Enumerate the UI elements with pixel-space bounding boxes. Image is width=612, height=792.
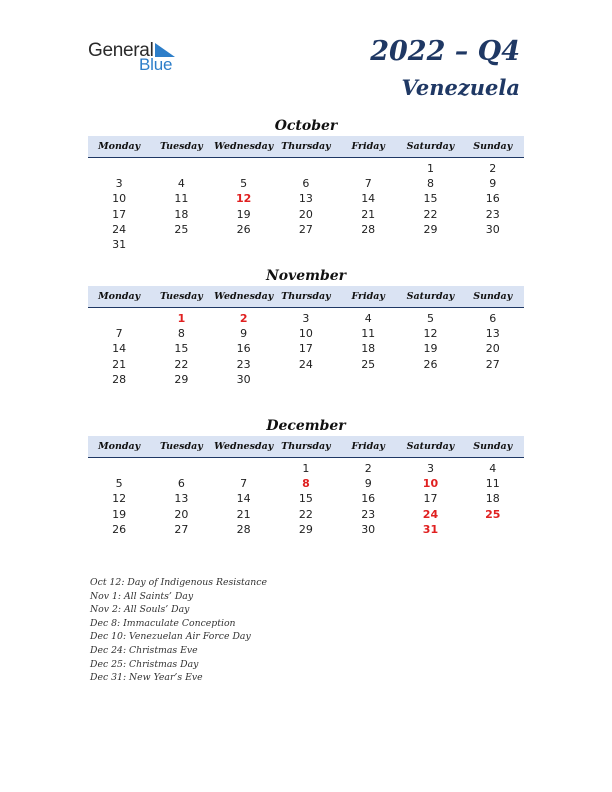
- day-cell: 24: [422, 507, 439, 521]
- holiday-note: Dec 10: Venezuelan Air Force Day: [90, 631, 251, 643]
- day-cell: 14: [361, 192, 376, 206]
- weekday-label: Saturday: [406, 291, 455, 302]
- day-cell: 19: [236, 207, 251, 221]
- page-title: 2022 – Q4: [370, 36, 520, 67]
- day-cell: 19: [423, 342, 438, 356]
- holiday-note: Dec 8: Immaculate Conception: [90, 617, 236, 629]
- day-cell: 25: [361, 357, 376, 371]
- weekday-label: Friday: [351, 141, 385, 152]
- day-cell: 11: [174, 192, 189, 206]
- day-cell: 20: [174, 507, 189, 521]
- weekday-label: Tuesday: [159, 141, 203, 152]
- weekday-label: Friday: [351, 441, 385, 452]
- empty-cell: [150, 237, 212, 252]
- day-cell: 26: [236, 222, 251, 236]
- empty-cell: [275, 372, 337, 387]
- holiday-note: Dec 24: Christmas Eve: [90, 644, 198, 656]
- day-cell: 4: [177, 177, 185, 191]
- empty-cell: [399, 237, 461, 252]
- holiday-note: Oct 12: Day of Indigenous Resistance: [90, 577, 267, 588]
- empty-cell: [213, 161, 275, 176]
- empty-cell: [88, 311, 150, 326]
- day-cell: 7: [364, 177, 372, 191]
- weekday-label: Wednesday: [214, 141, 274, 152]
- day-cell: 25: [174, 222, 189, 236]
- empty-cell: [337, 372, 399, 387]
- empty-cell: [88, 161, 150, 176]
- empty-cell: [88, 461, 150, 476]
- empty-cell: [150, 461, 212, 476]
- day-cell: 5: [426, 312, 434, 325]
- logo-word-blue: Blue: [139, 55, 173, 74]
- day-cell: 13: [174, 492, 189, 506]
- day-cell: 18: [361, 342, 376, 356]
- day-cell: 10: [112, 192, 127, 206]
- day-cell: 14: [112, 342, 127, 356]
- day-cell: 8: [426, 177, 434, 191]
- weekday-label: Monday: [98, 141, 141, 152]
- day-grid: [88, 461, 524, 537]
- holiday-note: Nov 2: All Souls’ Day: [90, 604, 190, 616]
- logo-word-general: General: [88, 40, 154, 61]
- weekday-label: Thursday: [281, 441, 331, 452]
- weekday-label: Sunday: [473, 441, 513, 452]
- month-name: December: [266, 418, 346, 434]
- day-cell: 27: [298, 222, 313, 236]
- day-cell: 29: [423, 222, 438, 236]
- day-cell: 17: [112, 207, 127, 221]
- month-name: November: [265, 268, 347, 284]
- weekday-label: Saturday: [406, 141, 455, 152]
- day-cell: 14: [236, 492, 251, 506]
- day-cell: 18: [174, 207, 189, 221]
- weekday-label: Sunday: [473, 291, 513, 302]
- day-cell: 26: [112, 522, 127, 536]
- weekday-label: Thursday: [281, 141, 331, 152]
- day-cell: 9: [489, 177, 497, 191]
- day-cell: 8: [177, 327, 185, 341]
- weekday-label: Tuesday: [159, 291, 203, 302]
- day-cell: 28: [112, 372, 127, 386]
- day-cell: 2: [364, 462, 372, 475]
- day-cell: 28: [361, 222, 376, 236]
- day-cell: 21: [236, 507, 251, 521]
- day-cell: 7: [115, 327, 123, 341]
- day-cell: 26: [423, 357, 438, 371]
- day-cell: 30: [236, 372, 251, 386]
- day-cell: 31: [422, 522, 439, 536]
- day-cell: 9: [364, 477, 372, 491]
- day-cell: 21: [112, 357, 127, 371]
- day-cell: 20: [298, 207, 313, 221]
- day-cell: 3: [302, 312, 310, 325]
- empty-cell: [213, 461, 275, 476]
- day-cell: 23: [361, 507, 376, 521]
- day-cell: 12: [236, 192, 252, 206]
- month-october: [88, 116, 524, 252]
- day-cell: 2: [239, 312, 248, 325]
- day-cell: 30: [361, 522, 376, 536]
- page-subtitle: Venezuela: [401, 75, 520, 100]
- day-cell: 16: [361, 492, 376, 506]
- day-cell: 4: [364, 312, 372, 325]
- empty-cell: [399, 372, 461, 387]
- day-grid: [88, 161, 524, 252]
- day-cell: 4: [489, 462, 497, 475]
- empty-cell: [462, 372, 524, 387]
- weekday-label: Thursday: [281, 291, 331, 302]
- day-cell: 1: [177, 312, 186, 325]
- day-cell: 15: [298, 492, 313, 506]
- day-cell: 15: [174, 342, 189, 356]
- day-cell: 23: [236, 357, 251, 371]
- day-cell: 28: [236, 522, 251, 536]
- day-cell: 7: [240, 477, 248, 491]
- day-cell: 3: [426, 462, 434, 475]
- empty-cell: [150, 161, 212, 176]
- day-cell: 10: [298, 327, 313, 341]
- weekday-header: [88, 436, 524, 458]
- day-cell: 21: [361, 207, 376, 221]
- day-cell: 5: [115, 477, 123, 491]
- holiday-note: Dec 25: Christmas Day: [90, 658, 199, 670]
- day-cell: 29: [174, 372, 189, 386]
- day-cell: 6: [177, 477, 185, 491]
- day-cell: 6: [489, 312, 497, 325]
- empty-cell: [462, 237, 524, 252]
- day-cell: 11: [485, 477, 500, 491]
- day-cell: 8: [302, 477, 310, 491]
- logo: [88, 40, 188, 80]
- day-cell: 2: [489, 162, 497, 175]
- empty-cell: [337, 161, 399, 176]
- day-cell: 18: [485, 492, 500, 506]
- empty-cell: [275, 161, 337, 176]
- day-cell: 22: [423, 207, 438, 221]
- empty-cell: [275, 237, 337, 252]
- weekday-label: Wednesday: [214, 441, 274, 452]
- empty-cell: [462, 522, 524, 537]
- weekday-label: Wednesday: [214, 291, 274, 302]
- day-cell: 1: [302, 462, 310, 475]
- day-cell: 9: [240, 327, 248, 341]
- day-cell: 5: [240, 177, 248, 191]
- day-cell: 1: [426, 162, 434, 175]
- day-cell: 22: [298, 507, 313, 521]
- day-grid: [88, 311, 524, 387]
- day-cell: 10: [422, 477, 439, 491]
- day-cell: 16: [236, 342, 251, 356]
- holiday-notes: [90, 576, 267, 685]
- day-cell: 22: [174, 357, 189, 371]
- day-cell: 13: [485, 327, 500, 341]
- weekday-header: [88, 286, 524, 308]
- day-cell: 12: [423, 327, 438, 341]
- weekday-label: Tuesday: [159, 441, 203, 452]
- holiday-note: Dec 31: New Year’s Eve: [90, 672, 203, 684]
- day-cell: 13: [298, 192, 313, 206]
- day-cell: 29: [298, 522, 313, 536]
- weekday-label: Saturday: [406, 441, 455, 452]
- empty-cell: [213, 237, 275, 252]
- day-cell: 19: [112, 507, 127, 521]
- weekday-label: Monday: [98, 291, 141, 302]
- day-cell: 3: [115, 177, 123, 191]
- day-cell: 30: [485, 222, 500, 236]
- day-cell: 27: [174, 522, 189, 536]
- day-cell: 20: [485, 342, 500, 356]
- month-december: [88, 416, 524, 537]
- day-cell: 17: [423, 492, 438, 506]
- day-cell: 24: [112, 222, 127, 236]
- day-cell: 16: [485, 192, 500, 206]
- day-cell: 25: [485, 507, 501, 521]
- day-cell: 17: [298, 342, 313, 356]
- day-cell: 11: [361, 327, 376, 341]
- day-cell: 23: [485, 207, 500, 221]
- weekday-label: Monday: [98, 441, 141, 452]
- day-cell: 24: [298, 357, 313, 371]
- month-name: October: [274, 118, 338, 134]
- month-november: [88, 266, 524, 387]
- day-cell: 12: [112, 492, 127, 506]
- day-cell: 6: [302, 177, 310, 191]
- day-cell: 27: [485, 357, 500, 371]
- weekday-label: Friday: [351, 291, 385, 302]
- day-cell: 31: [112, 237, 127, 251]
- weekday-header: [88, 136, 524, 158]
- day-cell: 15: [423, 192, 438, 206]
- holiday-note: Nov 1: All Saints’ Day: [90, 590, 194, 602]
- weekday-label: Sunday: [473, 141, 513, 152]
- empty-cell: [337, 237, 399, 252]
